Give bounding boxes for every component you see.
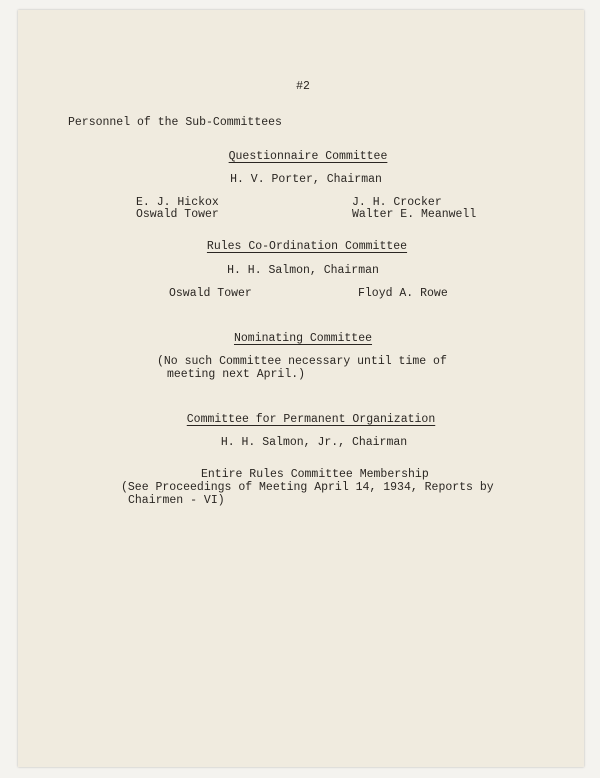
membership-line: (See Proceedings of Meeting April 14, 1934, Reports by (121, 481, 494, 494)
member-name: E. J. Hickox (136, 196, 219, 209)
permanent-committee-title: Committee for Permanent Organization (186, 413, 436, 426)
membership-line: Entire Rules Committee Membership (201, 468, 429, 481)
rules-chairman: H. H. Salmon, Chairman (227, 264, 379, 277)
questionnaire-chairman: H. V. Porter, Chairman (230, 173, 382, 186)
member-name: J. H. Crocker (352, 196, 442, 209)
membership-line: Chairmen - VI) (128, 494, 225, 507)
permanent-chairman: H. H. Salmon, Jr., Chairman (220, 436, 408, 449)
page-heading: Personnel of the Sub-Committees (68, 116, 282, 129)
member-name: Oswald Tower (169, 287, 252, 300)
member-name: Floyd A. Rowe (358, 287, 448, 300)
nominating-note-line: meeting next April.) (167, 368, 306, 381)
member-name: Walter E. Meanwell (352, 208, 477, 221)
questionnaire-committee-title: Questionnaire Committee (228, 150, 388, 163)
member-name: Oswald Tower (136, 208, 219, 221)
page-number: #2 (296, 80, 310, 93)
nominating-note-line: (No such Committee necessary until time of (157, 355, 447, 368)
nominating-committee-title: Nominating Committee (233, 332, 373, 345)
rules-committee-title: Rules Co-Ordination Committee (206, 240, 408, 253)
